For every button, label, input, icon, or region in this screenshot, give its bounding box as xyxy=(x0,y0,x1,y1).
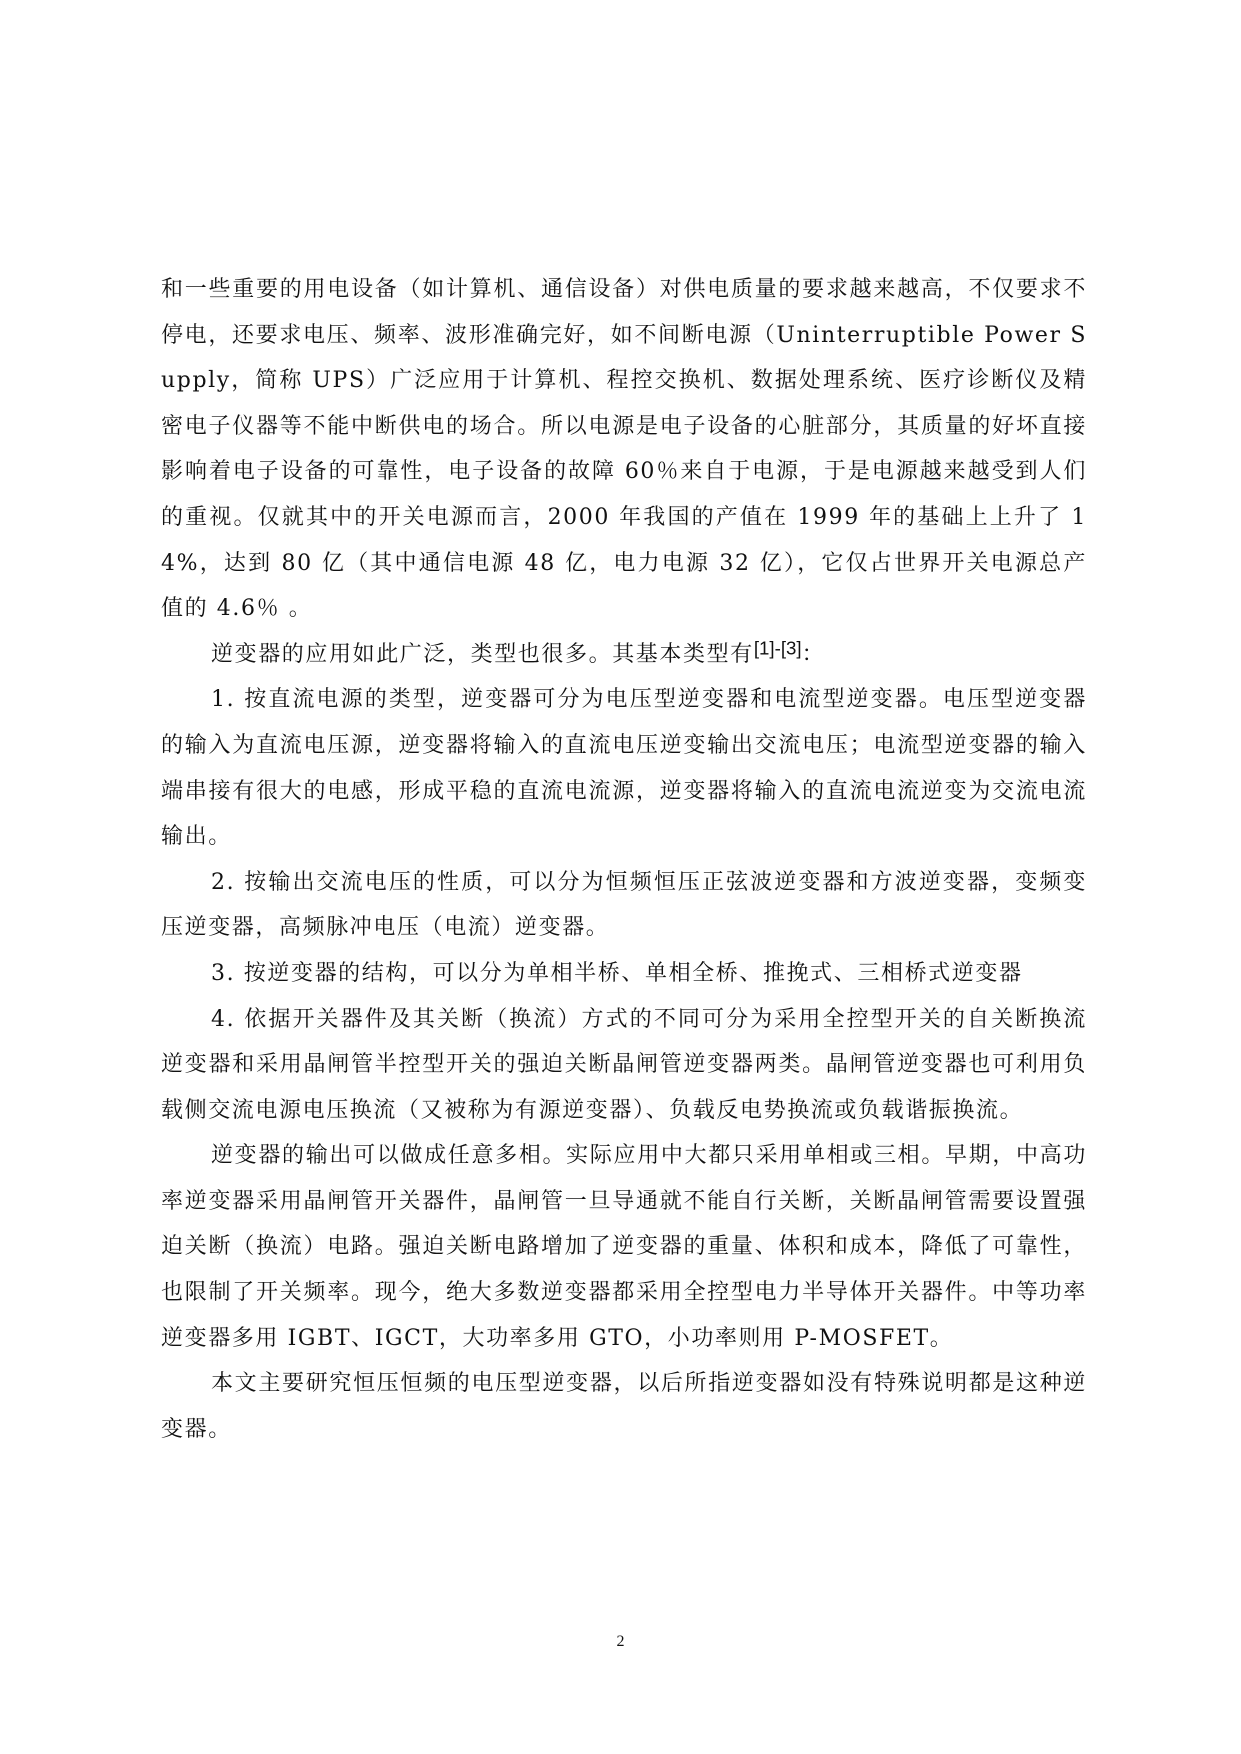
list-item-2: 2. 按输出交流电压的性质，可以分为恒频恒压正弦波逆变器和方波逆变器，变频变压逆变器，高频脉冲电压（电流）逆变器。 xyxy=(161,869,1087,941)
citation-reference: [1]-[3] xyxy=(753,637,802,659)
paragraph-continuation: 和一些重要的用电设备（如计算机、通信设备）对供电质量的要求越来越高，不仅要求不停电，还要求电压、频率、波形准确完好，如不间断电源（Uninterruptible Power Supply，简称 UPS）广泛应用于计算机、程控交换机、数据处理系统、医疗诊断仪及精密电子仪器等不能中断供电的场合。所以电源是电子设备的心脏部分，其质量的好坏直接影响着电子设备的可靠性，电子设备的故障 60％来自于电源，于是电源越来越受到人们的重视。仅就其中的开关电源而言，2000 年我国的产值在 1999 年的基础上上升了 14%，达到 80 亿（其中通信电源 48 亿，电力电源 32 亿），它仅占世界开关电源总产值的 4.6％ 。 xyxy=(161,277,1087,622)
paragraph-output-phases: 逆变器的输出可以做成任意多相。实际应用中大都只采用单相或三相。早期，中高功率逆变器采用晶闸管开关器件，晶闸管一旦导通就不能自行关断，关断晶闸管需要设置强迫关断（换流）电路。强迫关断电路增加了逆变器的重量、体积和成本，降低了可靠性，也限制了开关频率。现今，绝大多数逆变器都采用全控型电力半导体开关器件。中等功率逆变器多用 IGBT、IGCT，大功率多用 GTO，小功率则用 P-MOSFET。 xyxy=(161,1143,1087,1351)
page-number: 2 xyxy=(616,1633,625,1650)
body-text xyxy=(161,267,1087,1452)
list-item-4: 4. 依据开关器件及其关断（换流）方式的不同可分为采用全控型开关的自关断换流逆变器和采用晶闸管半控型开关的强迫关断晶闸管逆变器两类。晶闸管逆变器也可利用负载侧交流电源电压换流（又被称为有源逆变器）、负载反电势换流或负载谐振换流。 xyxy=(161,1006,1087,1123)
paragraph-tail: ： xyxy=(801,641,826,667)
list-item-3: 3. 按逆变器的结构，可以分为单相半桥、单相全桥、推挽式、三相桥式逆变器 xyxy=(211,960,1023,986)
paragraph-text: 逆变器的应用如此广泛，类型也很多。其基本类型有 xyxy=(211,641,754,667)
list-item-1: 1. 按直流电源的类型，逆变器可分为电压型逆变器和电流型逆变器。电压型逆变器的输入为直流电压源，逆变器将输入的直流电压逆变输出交流电压；电流型逆变器的输入端串接有很大的电感，形成平稳的直流电流源，逆变器将输入的直流电流逆变为交流电流输出。 xyxy=(161,687,1087,850)
paragraph-inverter-types-intro xyxy=(161,632,1087,678)
paragraph-scope: 本文主要研究恒压恒频的电压型逆变器，以后所指逆变器如没有特殊说明都是这种逆变器。 xyxy=(161,1371,1087,1442)
